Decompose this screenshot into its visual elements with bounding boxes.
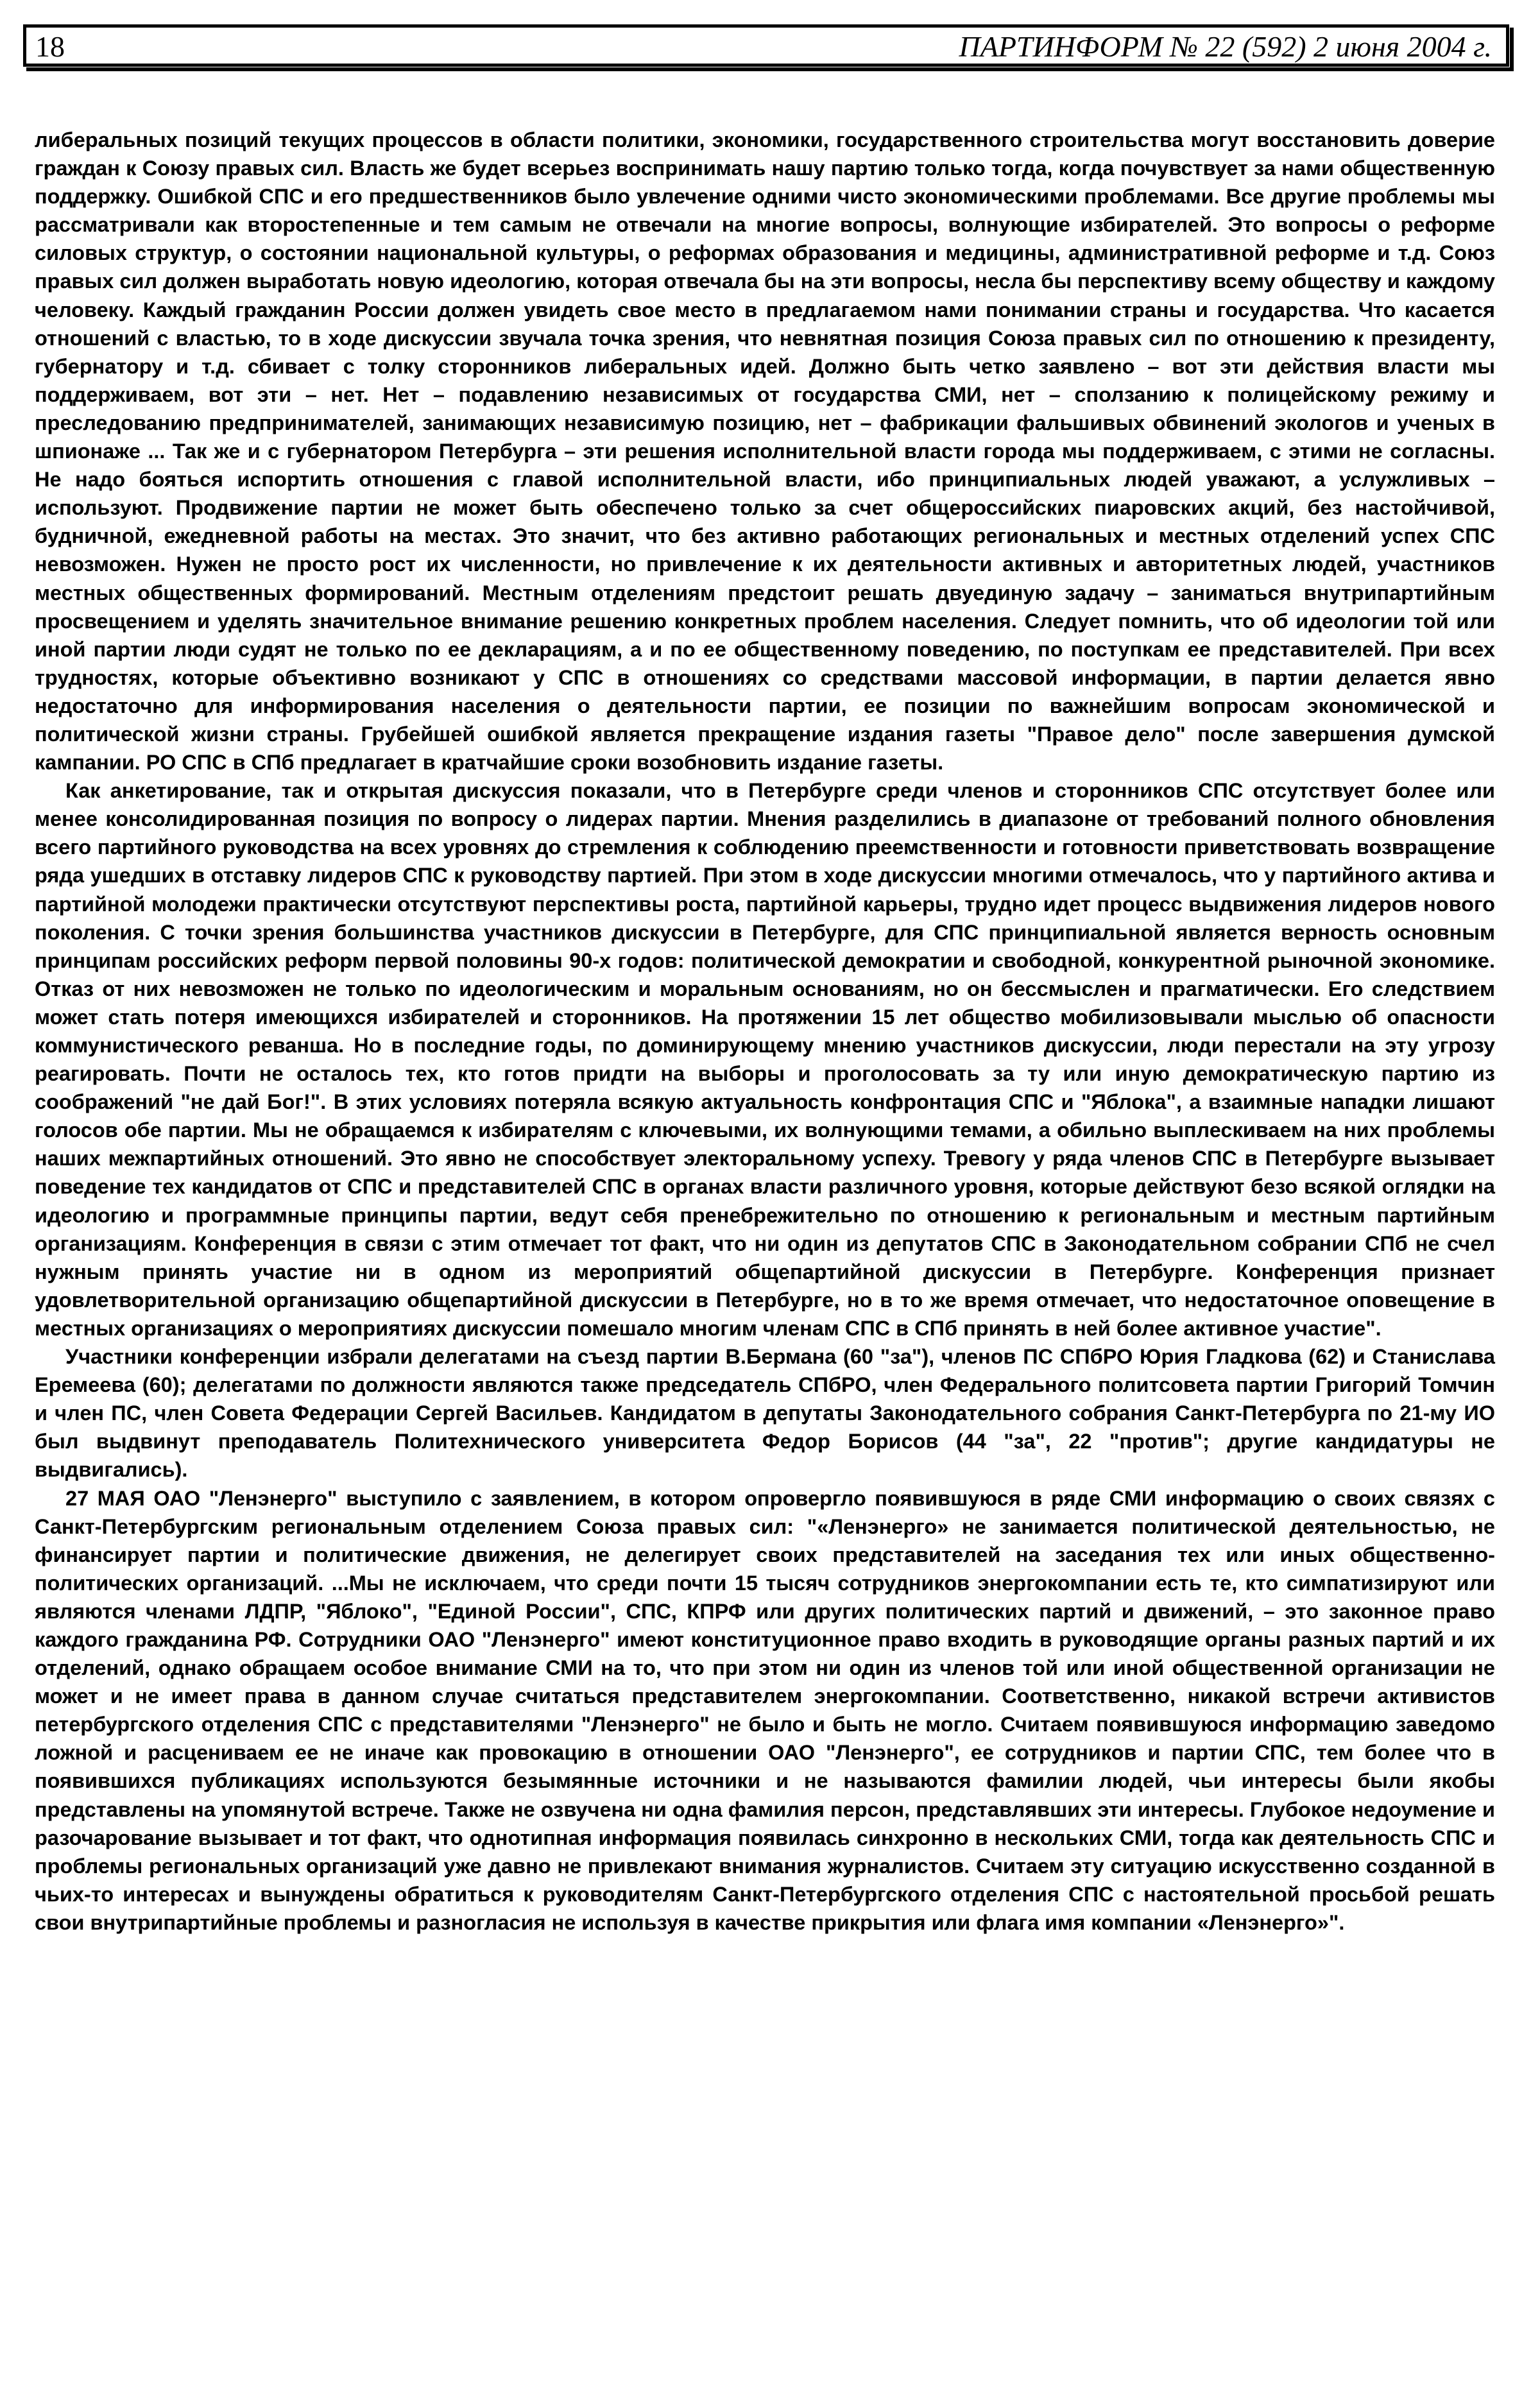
issue-title: ПАРТИНФОРМ № 22 (592) 2 июня 2004 г. xyxy=(959,30,1492,63)
page-number: 18 xyxy=(35,30,65,63)
paragraph-continued: либеральных позиций текущих процессов в области политики, экономики, государственного строительства могут восстановить доверие граждан к Союзу правых сил. Власть же будет всерьез воспринимать нашу партию только тогда, когда почувствует за нами общественную поддержку. Ошибкой СПС и его предшественников было увлечение одними чисто экономическими проблемами. Все другие проблемы мы рассматривали как второстепенные и тем самым не отвечали на многие вопросы, волнующие избирателей. Это вопросы о реформе силовых структур, о состоянии национальной культуры, о реформах образования и медицины, административной реформе и т.д. Союз правых сил должен выработать новую идеологию, которая отвечала бы на эти вопросы, несла бы перспективу всему обществу и каждому человеку. Каждый гражданин России должен увидеть свое место в предлагаемом нами понимании страны и государства. Что касается отношений с властью, то в ходе дискуссии звучала точка зрения, что невнятная позиция Союза правых сил по отношению к президенту, губернатору и т.д. сбивает с толку сторонников либеральных идей. Должно быть четко заявлено – вот эти действия власти мы поддерживаем, вот эти – нет. Нет – подавлению независимых от государства СМИ, нет – сползанию к полицейскому режиму и преследованию предпринимателей, занимающих независимую позицию, нет – фабрикации фальшивых обвинений экологов и ученых в шпионаже ... Так же и с губернатором Петербурга – эти решения исполнительной власти города мы поддерживаем, с этими не согласны. Не надо бояться испортить отношения с главой исполнительной власти, ибо принципиальных людей уважают, а услужливых – используют. Продвижение партии не может быть обеспечено только за счет общероссийских пиаровских акций, без настойчивой, будничной, ежедневной работы на местах. Это значит, что без активно работающих региональных и местных отделений успех СПС невозможен. Нужен не просто рост их численности, но привлечение к их деятельности активных и авторитетных людей, участников местных общественных формирований. Местным отделениям предстоит решать двуединую задачу – заниматься внутрипартийным просвещением и уделять значительное внимание решению конкретных проблем населения. Следует помнить, что об идеологии той или иной партии люди судят не только по ее декларациям, а и по ее общественному поведению, по поступкам ее представителей. При всех трудностях, которые объективно возникают у СПС в отношениях со средствами массовой информации, в партии делается явно недостаточно для информирования населения о деятельности партии, ее позиции по важнейшим вопросам экономической и политической жизни страны. Грубейшей ошибкой является прекращение издания газеты "Правое дело" после завершения думской кампании. РО СПС в СПб предлагает в кратчайшие сроки возобновить издание газеты. xyxy=(35,128,1495,775)
paragraph-lenenergo: 27 МАЯ ОАО "Ленэнерго" выступило с заявлением, в котором опровергло появившуюся в ряде СМИ информацию о своих связях с Санкт-Петербургским региональным отделением Союза правых сил: "«Ленэнерго» не занимается политической деятельностью, не финансирует партии и политические движения, не делегирует своих представителей на заседания тех или иных общественно-политических организаций. ...Мы не исключаем, что среди почти 15 тысяч сотрудников энергокомпании есть те, кто симпатизируют или являются членами ЛДПР, "Яблоко", "Единой России", СПС, КПРФ или других политических партий и движений, – это законное право каждого гражданина РФ. Сотрудники ОАО "Ленэнерго" имеют конституционное право входить в руководящие органы разных партий и их отделений, однако обращаем особое внимание СМИ на то, что при этом ни один из членов той или иной общественной организации не может и не имеет права в данном случае считаться представителем энергокомпании. Соответственно, никакой встречи активистов петербургского отделения СПС с представителями "Ленэнерго" не было и быть не могло. Считаем появившуюся информацию заведомо ложной и расцениваем ее не иначе как провокацию в отношении ОАО "Ленэнерго", ее сотрудников и партии СПС, тем более что в появившихся публикациях используются безымянные источники и не называются фамилии людей, чьи интересы были якобы представлены на упомянутой встрече. Также не озвучена ни одна фамилия персон, представлявших эти интересы. Глубокое недоумение и разочарование вызывает и тот факт, что однотипная информация появилась синхронно в нескольких СМИ, тогда как деятельность СПС и проблемы региональных организаций уже давно не привлекают внимания журналистов. Считаем эту ситуацию искусственно созданной в чьих-то интересах и вынуждены обратиться к руководителям Санкт-Петербургского отделения СПС с настоятельной просьбой решать свои внутрипартийные проблемы и разногласия не используя в качестве прикрытия или флага имя компании «Ленэнерго»". xyxy=(35,1486,1495,1934)
article-body xyxy=(35,126,1495,1937)
paragraph-leaders: Как анкетирование, так и открытая дискуссия показали, что в Петербурге среди членов и сторонников СПС отсутствует более или менее консолидированная позиция по вопросу о лидерах партии. Мнения разделились в диапазоне от требований полного обновления всего партийного руководства на всех уровнях до стремления к соблюдению преемственности и готовности приветствовать возвращение ряда ушедших в отставку лидеров СПС к руководству партией. При этом в ходе дискуссии многими отмечалось, что у партийного актива и партийной молодежи практически отсутствуют перспективы роста, партийной карьеры, трудно идет процесс выдвижения лидеров нового поколения. С точки зрения большинства участников дискуссии в Петербурге, для СПС принципиальной является верность основным принципам российских реформ первой половины 90-х годов: политической демократии и свободной, конкурентной рыночной экономике. Отказ от них невозможен не только по идеологическим и моральным основаниям, но он бессмыслен и прагматически. Его следствием может стать потеря имеющихся избирателей и сторонников. На протяжении 15 лет общество мобилизовывали мыслью об опасности коммунистического реванша. Но в последние годы, по доминирующему мнению участников дискуссии, люди перестали на эту угрозу реагировать. Почти не осталось тех, кто готов придти на выборы и проголосовать за ту или иную демократическую партию из соображений "не дай Бог!". В этих условиях потеряла всякую актуальность конфронтация СПС и "Яблока", а взаимные нападки лишают голосов обе партии. Мы не обращаемся к избирателям с ключевыми, их волнующими темами, а обильно выплескиваем на них проблемы наших межпартийных отношений. Это явно не способствует электоральному успеху. Тревогу у ряда членов СПС в Петербурге вызывает поведение тех кандидатов от СПС и представителей СПС в органах власти различного уровня, которые действуют безо всякой оглядки на идеологию и программные принципы партии, ведут себя пренебрежительно по отношению к региональным и местным партийным организациям. Конференция в связи с этим отмечает тот факт, что ни один из депутатов СПС в Законодательном собрании СПб не счел нужным принять участие ни в одном из мероприятий общепартийной дискуссии в Петербурге. Конференция признает удовлетворительной организацию общепартийной дискуссии в Петербурге, но в то же время отмечает, что недостаточное оповещение в местных организациях о мероприятиях дискуссии помешало многим членам СПС в СПб принять в ней более активное участие". xyxy=(35,779,1495,1340)
paragraph-delegates: Участники конференции избрали делегатами на съезд партии В.Бермана (60 "за"), членов ПС СПбРО Юрия Гладкова (62) и Станислава Еремеева (60); делегатами по должности являются также председатель СПбРО, член Федерального политсовета партии Григорий Томчин и член ПС, член Совета Федерации Сергей Васильев. Кандидатом в депутаты Законодательного собрания Санкт-Петербурга по 21-му ИО был выдвинут преподаватель Политехнического университета Федор Борисов (44 "за", 22 "против"; другие кандидатуры не выдвигались). xyxy=(35,1345,1495,1482)
page-header xyxy=(23,24,1509,67)
